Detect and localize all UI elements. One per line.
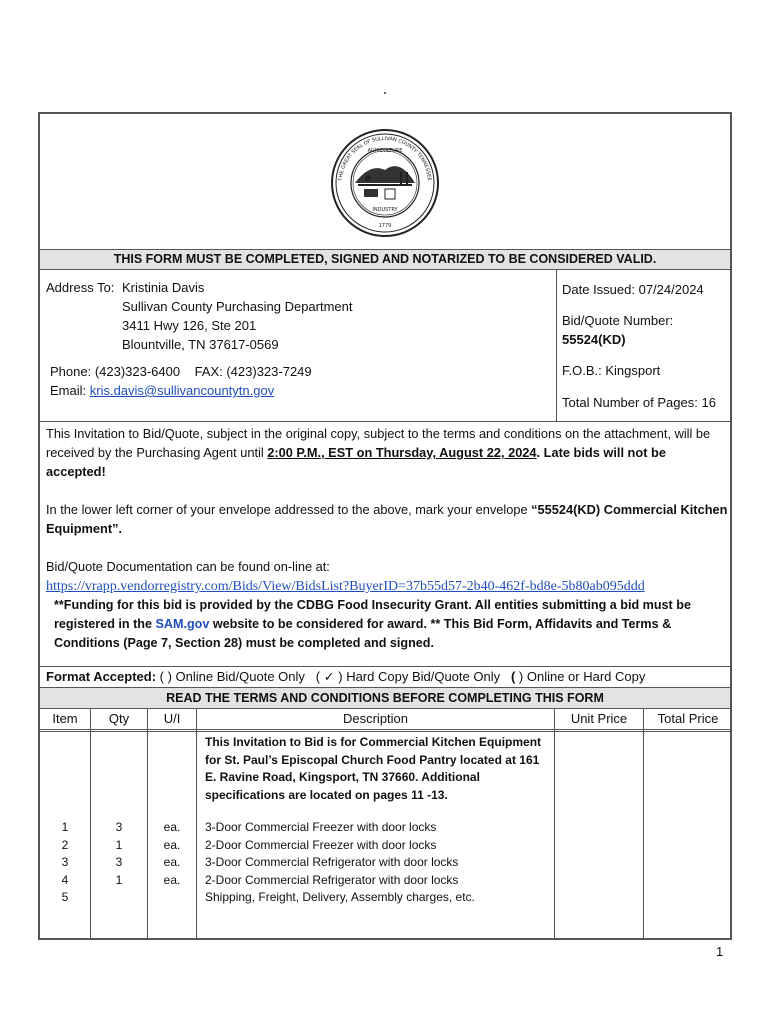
table-cell-item: 2	[61, 837, 69, 852]
address-line: Sullivan County Purchasing Department	[122, 299, 353, 314]
col-header-total-price: Total Price	[657, 711, 719, 726]
table-cell-qty: 1	[115, 872, 123, 887]
col-header-ui: U/I	[163, 711, 181, 726]
table-cell-ui: ea.	[163, 872, 181, 887]
table-cell-qty: 3	[115, 855, 123, 869]
invitation-paragraph	[46, 424, 728, 481]
format-option-either: ) Online or Hard Copy	[518, 669, 646, 684]
contact-block	[50, 362, 312, 400]
table-cell-ui: ea.	[163, 855, 181, 869]
bid-intro-text: This Invitation to Bid is for Commercial Kitchen Equipment for St. Paul’s Episcopal Church Food Pantry located at 161 E. Ravine Road, Kingsport, TN 37660. Additional specifications are located on pages 11 -13.	[205, 735, 542, 802]
svg-text:AGRICULTURE: AGRICULTURE	[367, 148, 403, 154]
read-terms-banner: READ THE TERMS AND CONDITIONS BEFORE COMPLETING THIS FORM	[40, 687, 730, 709]
fob-text: F.O.B.: Kingsport	[562, 363, 661, 378]
table-cell-desc: Shipping, Freight, Delivery, Assembly charges, etc.	[205, 890, 475, 904]
bid-form	[38, 112, 732, 940]
format-option-online: ( ) Online Bid/Quote Only	[159, 669, 305, 684]
documentation-url-link[interactable]: https://vrapp.vendorregistry.com/Bids/View/BidsList?BuyerID=37b55d57-2b40-462f-bd8e-5b80ab095ddd	[46, 579, 645, 594]
table-cell-desc: 2-Door Commercial Freezer with door locks	[205, 837, 437, 852]
address-line: 3411 Hwy 126, Ste 201	[122, 318, 257, 333]
table-cell-ui: ea.	[163, 837, 181, 852]
col-header-description: Description	[342, 711, 409, 726]
table-cell-desc: 2-Door Commercial Refrigerator with door locks	[205, 872, 459, 887]
table-cell-desc: 3-Door Commercial Freezer with door locks	[205, 820, 437, 834]
format-label: Format Accepted:	[46, 669, 157, 684]
column-divider	[196, 708, 197, 938]
desc-column	[205, 819, 550, 907]
envelope-paragraph	[46, 500, 728, 538]
funding-notice	[46, 596, 728, 653]
format-accepted-row	[40, 666, 730, 686]
table-cell-desc: 3-Door Commercial Refrigerator with door locks	[205, 855, 459, 869]
invitation-section	[46, 424, 728, 653]
svg-text:INDUSTRY: INDUSTRY	[372, 207, 398, 213]
section-divider	[40, 421, 730, 422]
deadline-text: 2:00 P.M., EST on Thursday, August 22, 2024	[267, 445, 537, 460]
total-pages: Total Number of Pages: 16	[562, 395, 716, 410]
table-cell-item: 1	[61, 820, 69, 834]
county-seal-logo	[330, 128, 440, 238]
bid-number-label: Bid/Quote Number:	[562, 313, 674, 328]
col-header-item: Item	[52, 711, 78, 726]
address-line: Kristinia Davis	[122, 280, 205, 295]
checkmark-icon: ✓	[323, 669, 335, 684]
envelope-text: In the lower left corner of your envelope addressed to the above, mark your envelope	[46, 502, 532, 517]
svg-text:1779: 1779	[378, 223, 392, 229]
table-cell-qty: 1	[115, 837, 123, 852]
validity-notice-banner: THIS FORM MUST BE COMPLETED, SIGNED AND NOTARIZED TO BE CONSIDERED VALID.	[40, 249, 730, 270]
invitation-text: This Invitation to Bid/Quote, subject in the original copy, subject to the terms and conditions on the attachment, will be received by the Purchasing Agent until	[46, 426, 711, 460]
envelope-mark: “55524(KD) Commercial Kitchen Equipment”.	[46, 502, 728, 536]
address-line: Blountville, TN 37617-0569	[122, 337, 279, 352]
svg-text:THE GREAT SEAL OF SULLIVAN COU: THE GREAT SEAL OF SULLIVAN COUNTY TENNESSEE	[338, 135, 432, 182]
fax-text: FAX: (423)323-7249	[194, 364, 312, 379]
funding-text-2: website to be considered for award. ** This Bid Form, Affidavits and Terms & Conditions (Page 7, Section 28) must be completed and signed.	[54, 617, 672, 650]
table-cell-qty: 3	[115, 820, 123, 834]
phone-text: Phone: (423)323-6400	[50, 364, 181, 379]
qty-column	[91, 819, 147, 889]
email-link[interactable]: kris.davis@sullivancountytn.gov	[89, 383, 275, 398]
item-column	[40, 819, 90, 907]
page-number: 1	[716, 944, 724, 959]
vertical-divider	[556, 269, 557, 422]
sam-link[interactable]: SAM.gov	[155, 617, 210, 631]
column-divider	[643, 708, 644, 938]
col-header-unit-price: Unit Price	[570, 711, 628, 726]
table-cell-ui: ea.	[163, 820, 181, 834]
format-paren: (	[315, 669, 321, 684]
table-cell-item: 3	[61, 855, 69, 869]
col-header-qty: Qty	[108, 711, 130, 726]
table-header-rule	[40, 729, 730, 732]
column-divider	[554, 708, 555, 938]
doc-label: Bid/Quote Documentation can be found on-line at:	[46, 559, 330, 574]
date-issued: Date Issued: 07/24/2024	[562, 282, 704, 297]
bid-number: 55524(KD)	[562, 332, 626, 347]
address-block	[46, 278, 353, 354]
funding-text: **Funding for this bid is provided by the CDBG Food Insecurity Grant. All entities submitting a bid must be registered in the	[54, 598, 691, 631]
bid-info-block	[562, 280, 732, 412]
table-cell-item: 5	[61, 890, 69, 904]
stray-mark	[384, 92, 386, 94]
ui-column	[148, 819, 196, 889]
email-label: Email:	[50, 383, 87, 398]
table-cell-item: 4	[61, 872, 69, 887]
address-label: Address To:	[46, 280, 115, 295]
late-notice: . Late bids will not be accepted!	[46, 445, 666, 479]
format-option-hardcopy: ) Hard Copy Bid/Quote Only	[338, 669, 501, 684]
description-cell	[205, 734, 549, 804]
format-paren: (	[510, 669, 516, 684]
